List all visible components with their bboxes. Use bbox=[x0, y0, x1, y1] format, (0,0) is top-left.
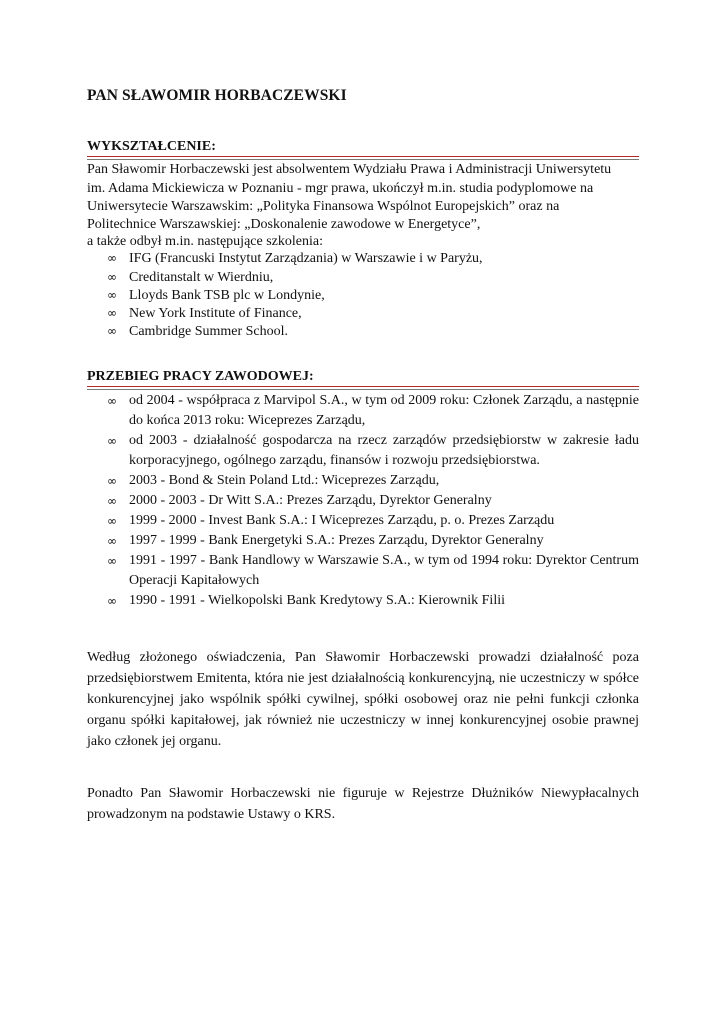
career-list-item bbox=[107, 531, 639, 551]
document-page bbox=[87, 0, 639, 1024]
infinity-bullet-icon: ∞ bbox=[107, 394, 117, 408]
infinity-bullet-icon: ∞ bbox=[107, 306, 117, 320]
infinity-bullet-icon: ∞ bbox=[107, 534, 117, 548]
competition-statement-paragraph: Według złożonego oświadczenia, Pan Sławomir Horbaczewski prowadzi działalność poza przedsiębiorstwem Emitenta, która nie jest działalnością konkurencyjną, nie uczestniczy w spółce konkurencyjnej jako wspólnik spółki cywilnej, spółki osobowej oraz nie pełni funkcji członka organu spółki kapitałowej, jak również nie uczestniczy w innej konkurencyjnej osobie prawnej jako członek jej organu. bbox=[87, 650, 639, 749]
training-list-item bbox=[107, 322, 288, 341]
training-label: Cambridge Summer School. bbox=[129, 324, 289, 339]
education-text-line: Pan Sławomir Horbaczewski jest absolwentem Wydziału Prawa i Administracji Uniwersytetu bbox=[87, 162, 612, 177]
education-text-line: Uniwersytecie Warszawskim: „Polityka Finansowa Wspólnot Europejskich” oraz na bbox=[87, 199, 560, 214]
education-text-line: im. Adama Mickiewicza w Poznaniu - mgr prawa, ukończył m.in. studia podyplomowe na bbox=[87, 181, 594, 196]
education-heading: WYKSZTAŁCENIE: bbox=[87, 139, 216, 154]
education-text-line: a także odbył m.in. następujące szkolenia: bbox=[87, 234, 323, 249]
infinity-bullet-icon: ∞ bbox=[107, 434, 117, 448]
career-list-item bbox=[107, 471, 639, 491]
career-list-item bbox=[107, 391, 639, 431]
debtor-register-paragraph: Ponadto Pan Sławomir Horbaczewski nie figuruje w Rejestrze Dłużników Niewypłacalnych prowadzonym na podstawie Ustawy o KRS. bbox=[87, 786, 639, 822]
career-entry-text: 2003 - Bond & Stein Poland Ltd.: Wiceprezes Zarządu, bbox=[129, 473, 440, 488]
career-list-item bbox=[107, 511, 639, 531]
training-list-item bbox=[107, 268, 273, 287]
infinity-bullet-icon: ∞ bbox=[107, 474, 117, 488]
career-entry-text: 1999 - 2000 - Invest Bank S.A.: I Wiceprezes Zarządu, p. o. Prezes Zarządu bbox=[129, 513, 555, 528]
infinity-bullet-icon: ∞ bbox=[107, 594, 117, 608]
career-list-item bbox=[107, 491, 639, 511]
infinity-bullet-icon: ∞ bbox=[107, 288, 117, 302]
infinity-bullet-icon: ∞ bbox=[107, 494, 117, 508]
career-divider bbox=[87, 386, 639, 390]
career-entry-text: 1997 - 1999 - Bank Energetyki S.A.: Prezes Zarządu, Dyrektor Generalny bbox=[129, 533, 544, 548]
career-list bbox=[107, 391, 639, 611]
career-entry-text: 1990 - 1991 - Wielkopolski Bank Kredytowy S.A.: Kierownik Filii bbox=[129, 593, 505, 608]
training-label: Creditanstalt w Wierdniu, bbox=[129, 270, 274, 285]
infinity-bullet-icon: ∞ bbox=[107, 251, 117, 265]
career-list-item bbox=[107, 591, 639, 611]
page-title: PAN SŁAWOMIR HORBACZEWSKI bbox=[87, 87, 347, 104]
career-entry-text: 1991 - 1997 - Bank Handlowy w Warszawie S.A., w tym od 1994 roku: Dyrektor Centrum Operacji Kapitałowych bbox=[129, 553, 639, 588]
training-list-item bbox=[107, 249, 483, 268]
infinity-bullet-icon: ∞ bbox=[107, 324, 117, 338]
career-entry-text: od 2003 - działalność gospodarcza na rzecz zarządów przedsiębiorstw w zakresie ładu korporacyjnego, ogólnego zarządu, finansów i rozwoju przedsiębiorstwa. bbox=[129, 433, 639, 468]
training-label: New York Institute of Finance, bbox=[129, 306, 302, 321]
training-label: Lloyds Bank TSB plc w Londynie, bbox=[129, 288, 325, 303]
infinity-bullet-icon: ∞ bbox=[107, 514, 117, 528]
training-list-item bbox=[107, 304, 302, 323]
infinity-bullet-icon: ∞ bbox=[107, 270, 117, 284]
career-entry-text: od 2004 - współpraca z Marvipol S.A., w tym od 2009 roku: Członek Zarządu, a następnie do końca 2013 roku: Wiceprezes Zarządu, bbox=[129, 393, 639, 428]
career-list-item bbox=[107, 431, 639, 471]
infinity-bullet-icon: ∞ bbox=[107, 554, 117, 568]
career-heading: PRZEBIEG PRACY ZAWODOWEJ: bbox=[87, 369, 314, 384]
career-list-item bbox=[107, 551, 639, 591]
training-list-item bbox=[107, 286, 325, 305]
training-label: IFG (Francuski Instytut Zarządzania) w Warszawie i w Paryżu, bbox=[129, 251, 483, 266]
career-entry-text: 2000 - 2003 - Dr Witt S.A.: Prezes Zarządu, Dyrektor Generalny bbox=[129, 493, 492, 508]
education-text-line: Politechnice Warszawskiej: „Doskonalenie zawodowe w Energetyce”, bbox=[87, 217, 481, 232]
